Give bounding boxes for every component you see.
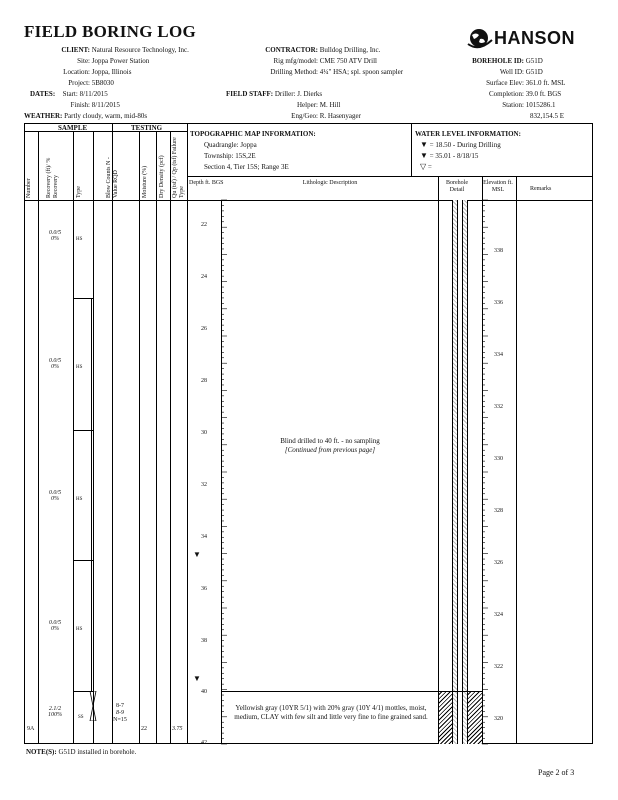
well-casing (457, 200, 463, 744)
col-remarks: Remarks (530, 186, 552, 192)
sample-rec: 0.0/5 (48, 490, 62, 496)
water-level-icon: ▽ (420, 162, 427, 171)
col-lith: Lithologic Description (302, 180, 358, 186)
col-qu: Qu (tsf) / Qp (tsf) Failure Type (172, 137, 185, 198)
depth-label: 26 (201, 326, 207, 332)
sample-pct: 0% (51, 236, 59, 242)
blow-counts (100, 703, 140, 724)
sample-pct: 0% (51, 364, 59, 370)
eng-label: Eng/Geo: (291, 112, 318, 120)
contractor-label: CONTRACTOR: (265, 46, 318, 54)
helper-label: Helper: (297, 101, 318, 109)
site-label: Site: (77, 57, 90, 65)
location-label: Location: (63, 68, 90, 76)
clay-layer-hatch-left (439, 691, 452, 744)
township-label: Township: (204, 152, 234, 160)
borehole-value: G51D (525, 57, 543, 65)
well-value: G51D (525, 68, 543, 76)
client-label: CLIENT: (61, 46, 90, 54)
weather-value: Partly cloudy, warm, mid-80s (64, 112, 148, 120)
sample-type: HS (76, 365, 83, 370)
start-value: 8/11/2015 (79, 90, 108, 98)
depth-label: 28 (201, 378, 207, 384)
elev-label: 336 (494, 300, 503, 306)
depth-label: 24 (201, 274, 207, 280)
well-label: Well ID: (499, 68, 524, 76)
topo-title: TOPOGRAPHIC MAP INFORMATION: (190, 130, 316, 138)
notes-value: G51D installed in borehole. (58, 748, 137, 756)
site-value: Joppa Power Station (91, 57, 150, 65)
elev-label: 334 (494, 352, 503, 358)
sample-5-rec (38, 706, 72, 718)
station-value: 1015286.1 (525, 101, 556, 109)
sample-pct: 0% (51, 496, 59, 502)
sample-4-rec (38, 620, 72, 632)
sample-pct: 100% (48, 712, 62, 718)
contractor-value: Bulldog Drilling, Inc. (319, 46, 381, 54)
sample-rec: 2.1/2 (48, 706, 62, 712)
elev-label: 330 (494, 456, 503, 462)
col-recovery: Recovery (ft)/ % Recovery (46, 157, 59, 198)
finish-label: Finish: (70, 101, 90, 109)
sample-type: HS (76, 237, 83, 242)
blows-2: 8-9 (116, 710, 124, 716)
surface-label: Surface Elev: (486, 79, 524, 87)
water-level-icon: ▼ (420, 151, 428, 160)
elev-label: 338 (494, 248, 503, 254)
blind-drilled-text: Blind drilled to 40 ft. - no sampling (280, 437, 380, 445)
helper-value: M. Hill (319, 101, 341, 109)
moisture-value: 22 (141, 726, 147, 732)
project-label: Project: (68, 79, 90, 87)
col-borehole-detail: Borehole Detail (446, 180, 468, 193)
sample-type: SS (78, 715, 84, 720)
sample-type: HS (76, 497, 83, 502)
eng-value: R. Hasenyager (319, 112, 361, 120)
township-value: 15S,2E (235, 152, 256, 160)
water-title: WATER LEVEL INFORMATION: (415, 130, 521, 138)
blind-drilled-note (250, 437, 410, 455)
elev-label: 324 (494, 612, 503, 618)
water-level-icon: ▼ (420, 140, 428, 149)
water-level-icon: ▼ (193, 550, 201, 559)
station-label: Station: (502, 101, 524, 109)
n-value: N=15 (113, 717, 127, 723)
sample-2-rec (38, 358, 72, 370)
client-value: Natural Resource Technology, Inc. (91, 46, 189, 54)
blows-1: 8-7 (116, 703, 124, 709)
water-level-icon: ▼ (193, 674, 201, 683)
page-number: Page 2 of 3 (538, 768, 575, 777)
finish-value: 8/11/2015 (91, 101, 120, 109)
testing-header: TESTING (131, 124, 163, 132)
col-moisture: Moisture (%) (142, 165, 148, 198)
clay-layer-hatch-right (468, 691, 482, 744)
dates-label: DATES: (30, 90, 56, 98)
staff-label: FIELD STAFF: (226, 90, 274, 98)
rig-value: CME 750 ATV Drill (319, 57, 377, 65)
sample-pct: 0% (51, 626, 59, 632)
quad-value: Joppa (240, 141, 257, 149)
split-spoon-icon (89, 691, 97, 721)
depth-label: 34 (201, 534, 207, 540)
col-number: Number (26, 178, 32, 198)
completion-value: 39.0 ft. BGS (525, 90, 562, 98)
quad-label: Quadrangle: (204, 141, 239, 149)
col-elevation: Elevation ft. MSL (483, 180, 513, 193)
water-2-text: = 35.01 - 8/18/15 (429, 152, 479, 160)
sample-3-rec (38, 490, 72, 502)
clay-description: Yellowish gray (10YR 5/1) with 20% gray (10Y 4/1) mottles, moist, medium, CLAY with few silt and little very fine to fine grained sand. (234, 704, 428, 721)
sample-rec: 0.0/5 (48, 230, 62, 236)
col-blow: Blow Counts N - Value RQD (106, 157, 119, 198)
station2-value: 832,154.5 E (530, 112, 565, 120)
log-title: FIELD BORING LOG (24, 22, 196, 41)
elev-label: 320 (494, 716, 503, 722)
section-text: Section 4, Tier 15S; Range 3E (204, 163, 289, 171)
borehole-label: BOREHOLE ID: (472, 57, 524, 65)
continued-text: [Continued from previous page] (284, 446, 376, 454)
water-1-text: = 18.50 - During Drilling (429, 141, 501, 149)
weather-label: WEATHER: (24, 112, 63, 120)
water-3-text: = (427, 163, 432, 171)
location-value: Joppa, Illinois (91, 68, 132, 76)
sample-1-rec (38, 230, 72, 242)
elev-label: 326 (494, 560, 503, 566)
sample-rec: 0.0/5 (48, 620, 62, 626)
sample-rec: 0.0/5 (48, 358, 62, 364)
depth-label: 42 (201, 740, 207, 746)
elev-label: 328 (494, 508, 503, 514)
driller-value: J. Dierks (297, 90, 323, 98)
drilling-value: 4¼" HSA; spl. spoon sampler (319, 68, 404, 76)
depth-label: 36 (201, 586, 207, 592)
col-depth: Depth ft. BGS (189, 180, 224, 186)
notes-row (26, 748, 136, 756)
sample-header: SAMPLE (58, 124, 88, 132)
sample-number: 9A (27, 726, 35, 732)
qp-value: 3.75 (172, 726, 183, 732)
col-dry-density: Dry Density (pcf) (159, 155, 165, 198)
driller-label: Driller: (274, 90, 296, 98)
elev-label: 332 (494, 404, 503, 410)
depth-label: 32 (201, 482, 207, 488)
surface-value: 361.0 ft. MSL (525, 79, 566, 87)
drilling-label: Drilling Method: (270, 68, 318, 76)
depth-label: 22 (201, 222, 207, 228)
sample-type: HS (76, 627, 83, 632)
elev-label: 322 (494, 664, 503, 670)
notes-label: NOTE(S): (26, 748, 57, 756)
start-label: Start: (62, 90, 78, 98)
col-type: Type (76, 186, 82, 198)
completion-label: Completion: (489, 90, 524, 98)
depth-label: 38 (201, 638, 207, 644)
depth-label: 40 (201, 689, 207, 695)
depth-label: 30 (201, 430, 207, 436)
project-value: 5B8030 (91, 79, 114, 87)
company-name: HANSON (494, 28, 576, 48)
rig-label: Rig mfg/model: (273, 57, 318, 65)
